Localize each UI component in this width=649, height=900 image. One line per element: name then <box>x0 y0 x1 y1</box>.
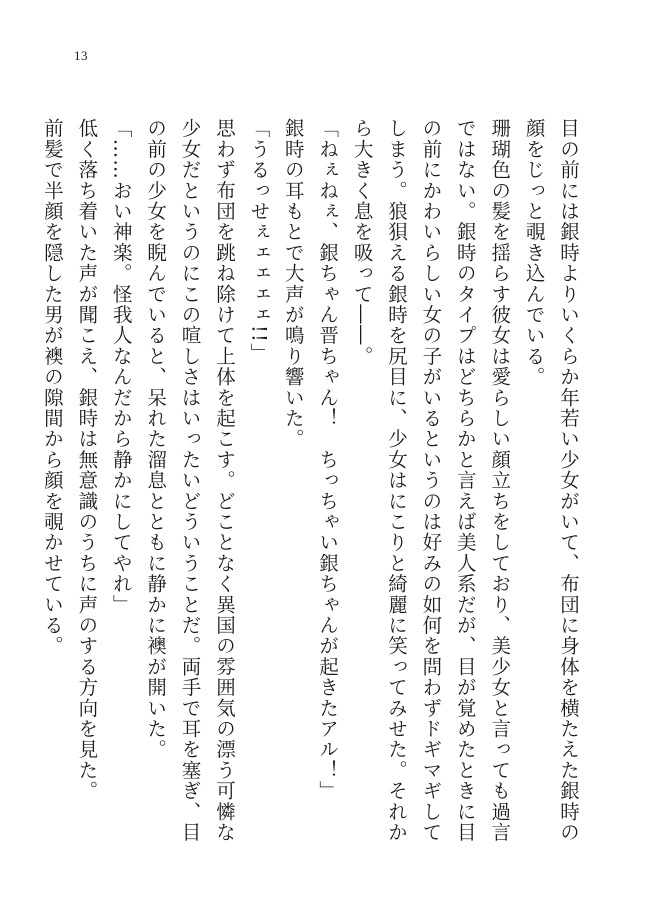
dialogue-line: 「うるっせぇェェェェ!!」 <box>247 118 271 364</box>
paragraph: 目の前には銀時よりいくらか年若い少女がいて、布団に身体を横たえた銀時の顔をじっと覗き込んでいる。 <box>522 118 580 843</box>
paragraph: 低く落ち着いた声が聞こえ、銀時は無意識のうちに声のする方向を見た。 <box>75 118 99 802</box>
paragraph: 思わず布団を跳ね除けて上体を起こす。どことなく異国の雰囲気の漂う可憐な少女だというのにこの喧しさはいったいどういうことだ。両手で耳を塞ぎ、目の前の少女を睨んでいると、呆れた溜息とともに静かに襖が開いた。 <box>144 118 236 843</box>
dialogue-line: 「ねぇねぇ、銀ちゃん晋ちゃん！ ちっちゃい銀ちゃんが起きたアル！」 <box>316 118 340 802</box>
paragraph: 前髪で半顔を隠した男が襖の隙間から顔を覗かせている。 <box>40 118 64 657</box>
page-number: 13 <box>74 48 88 63</box>
paragraph: 銀時の耳もとで大声が鳴り響いた。 <box>281 118 305 450</box>
body-text <box>40 118 585 858</box>
paragraph: 珊瑚色の髪を揺らす彼女は愛らしい顔立ちをしており、美少女と言っても過言ではない。銀時のタイプはどちらかと言えば美人系だが、目が覚めたときに目の前にかわいらしい女の子がいるというのは好みの如何を問わずドギマギしてしまう。狼狽える銀時を尻目に、少女はにこりと綺麗に笑ってみせた。それから大きく息を吸って――。 <box>350 118 512 843</box>
dialogue-line: 「……おい神楽。怪我人なんだから静かにしてやれ」 <box>109 118 133 615</box>
